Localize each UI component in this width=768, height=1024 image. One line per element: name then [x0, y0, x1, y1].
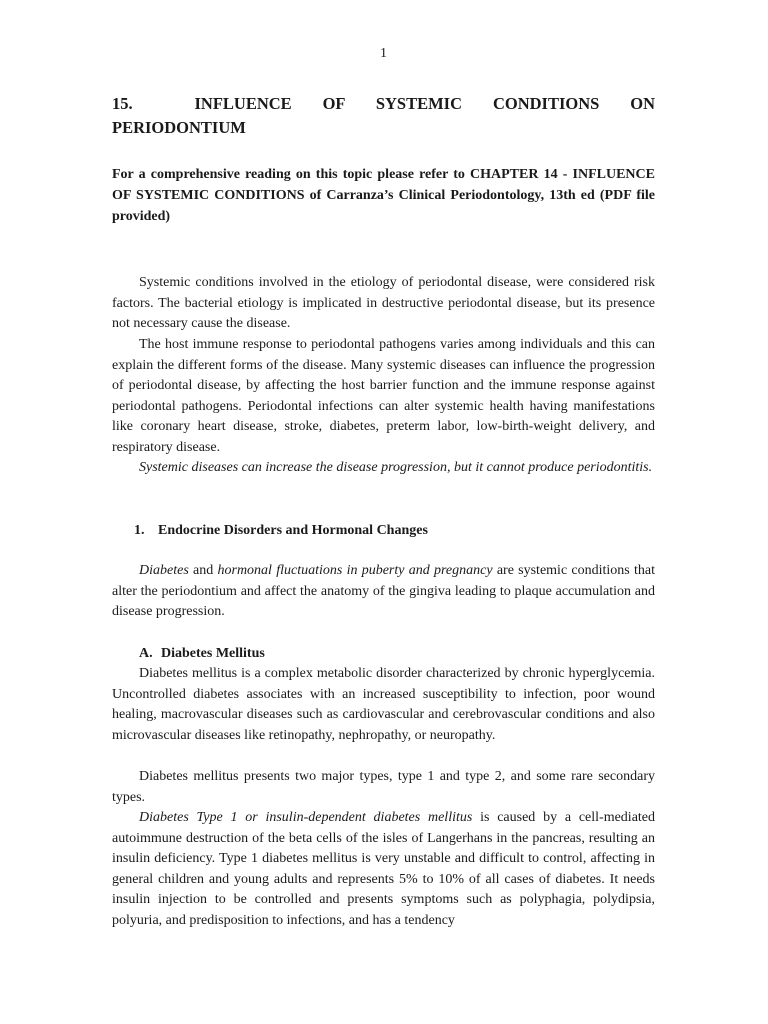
text-run: and: [188, 563, 218, 578]
diabetes-paragraph-2: Diabetes mellitus presents two major types, type 1 and type 2, and some rare secondary types.: [112, 769, 655, 805]
diabetes-paragraph-1: Diabetes mellitus is a complex metabolic disorder characterized by chronic hyperglycemia. Uncontrolled diabetes associates with an increased susceptibility to infection, poor wound healing, macrovascular diseases such as cardiovascular and cerebrovascular conditions and also microvascular diseases like retinopathy, nephropathy, or neuropathy.: [112, 666, 655, 743]
subsection-title: Diabetes Mellitus: [161, 646, 265, 661]
intro-paragraph-2: The host immune response to periodontal pathogens varies among individuals and this can explain the different forms of the disease. Many systemic diseases can influence the progression of periodontal disease, by affecting the host barrier function and the immune response against periodontal pathogens. Periodontal infections can alter systemic health having manifestations like coronary heart disease, stroke, diabetes, preterm labor, low-birth-weight delivery, and respiratory disease.: [112, 337, 655, 455]
chapter-title-line-2: PERIODONTIUM: [112, 118, 246, 137]
page-number: 1: [380, 46, 387, 61]
subsection-letter: A.: [139, 646, 153, 661]
section-number: 1.: [134, 523, 145, 538]
diabetes-term: Diabetes: [139, 563, 189, 578]
reference-note: For a comprehensive reading on this topic please refer to CHAPTER 14 - INFLUENCE OF SYSTEMIC CONDITIONS of Carranza’s Clinical Periodontology, 13th ed (PDF file provided): [112, 167, 655, 224]
intro-paragraph-1: Systemic conditions involved in the etiology of periodontal disease, were considered risk factors. The bacterial etiology is implicated in destructive periodontal disease, but its presence not necessary cause the disease.: [112, 275, 655, 332]
text-run: is caused by a cell-mediated autoimmune destruction of the beta cells of the isles of Langerhans in the pancreas, resulting an insulin deficiency. Type 1 diabetes mellitus is very unstable and difficult to control, affecting in general children and young adults and represents 5% to 10% of all cases of diabetes. It needs insulin injection to be controlled and presents symptoms such as polyphagia, polydipsia, polyuria, and predisposition to infections, and has a tendency: [112, 810, 656, 928]
section-heading-endocrine: [134, 521, 654, 541]
type1-term: Diabetes Type 1 or insulin-dependent diabetes mellitus: [139, 810, 473, 825]
intro-paragraph-3: Systemic diseases can increase the disease progression, but it cannot produce periodontitis.: [139, 460, 653, 475]
endocrine-paragraph: [112, 561, 655, 623]
diabetes-paragraph-3: [112, 808, 655, 932]
chapter-title: [112, 92, 655, 140]
text-run: are systemic conditions that alter the periodontium and affect the anatomy of the gingiva leading to plaque accumulation and disease progression.: [112, 563, 655, 620]
hormonal-term: hormonal fluctuations in puberty and pregnancy: [217, 563, 493, 578]
section-title: Endocrine Disorders and Hormonal Changes: [158, 523, 428, 538]
chapter-title-line-1: 15. INFLUENCE OF SYSTEMIC CONDITIONS ON: [112, 94, 655, 113]
subsection-heading-diabetes-mellitus: [139, 644, 654, 664]
